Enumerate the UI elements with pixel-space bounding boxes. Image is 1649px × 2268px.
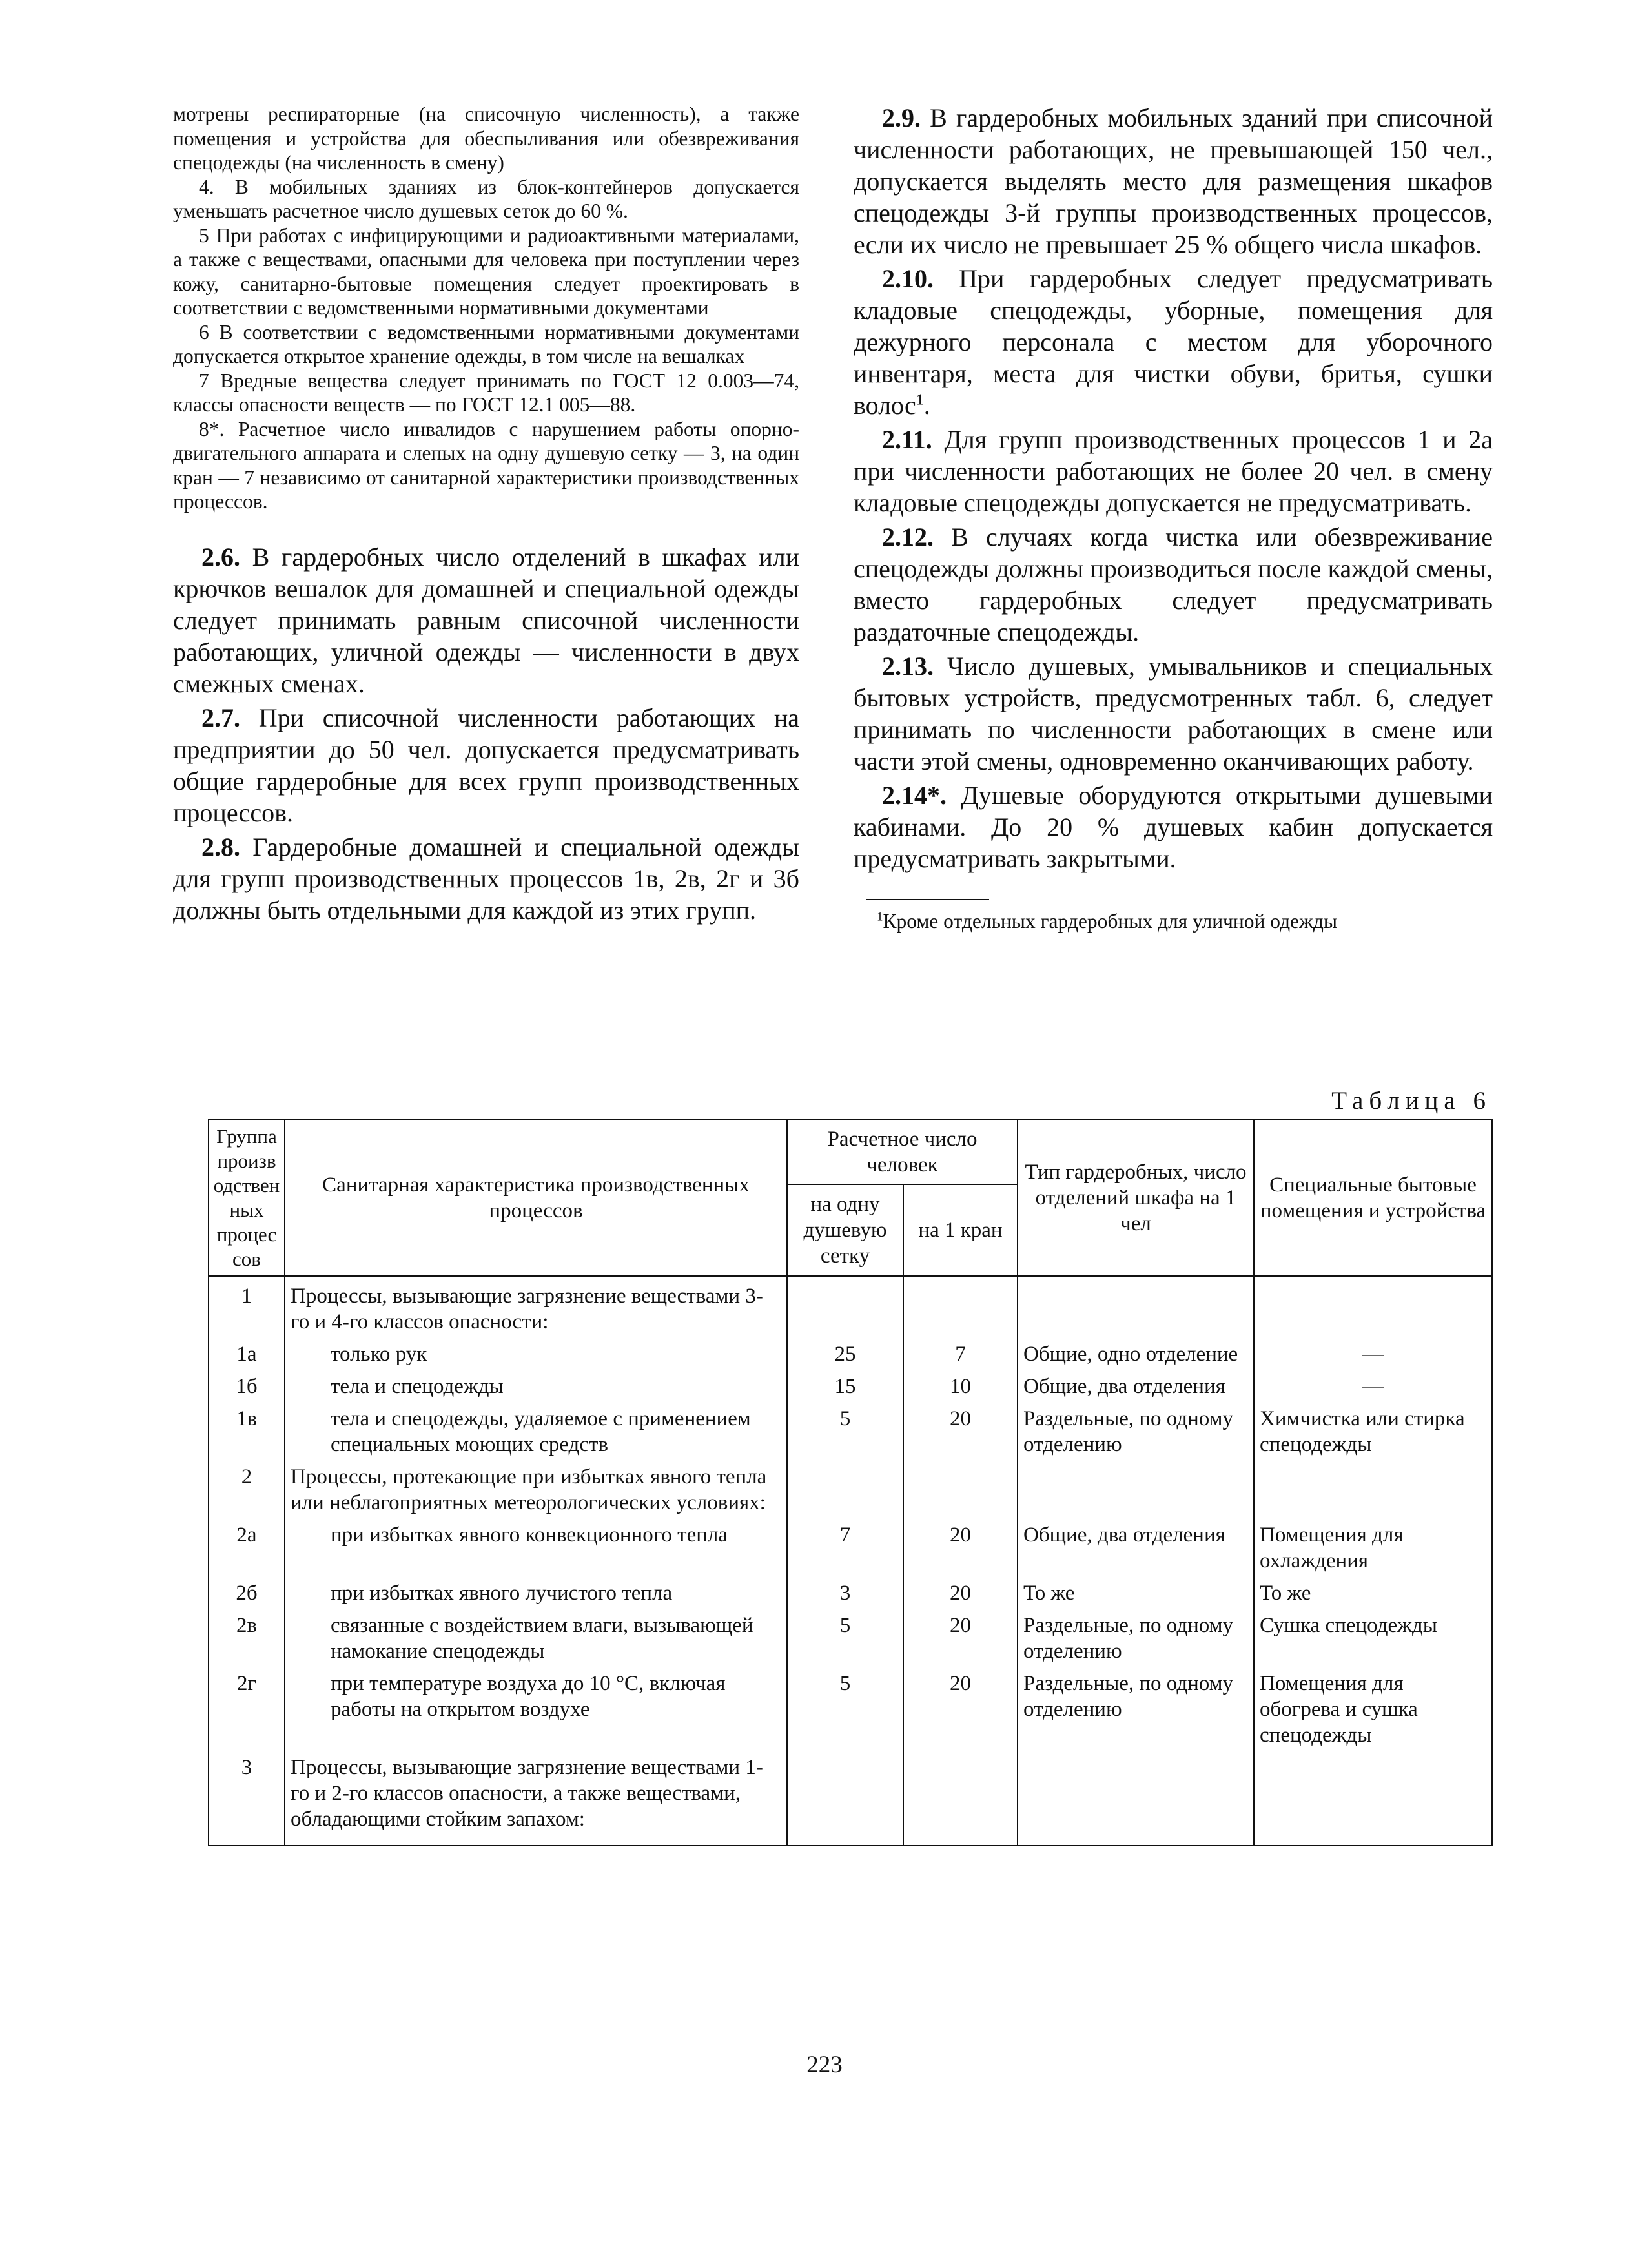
spacer — [173, 514, 799, 541]
cell-per-tap: 20 — [903, 1576, 1018, 1609]
cell-special: То же — [1254, 1576, 1492, 1609]
note-5: 5 При работах с инфицирующими и радиоактивными материалами, а также с веществами, опасными для человека при поступлении через кожу, санитарно-бытовые помещения следует проектировать в соответствии с ведомственными нормативными документами — [173, 223, 799, 319]
paragraph-text: Число душевых, умывальников и специальных бытовых устройств, предусмотренных табл. 6, следует принимать по численности работающих в смене или части этой смены, одновременно оканчивающих работу. — [854, 652, 1493, 776]
cell-group: 1 — [209, 1276, 285, 1337]
cell-wardrobe: Общие, одно отделение — [1018, 1337, 1254, 1370]
right-column — [854, 102, 1493, 934]
cell-per-tap — [903, 1460, 1018, 1518]
cell-description: при избытках явного конвекционного тепла — [285, 1518, 787, 1576]
cell-special — [1254, 1751, 1492, 1846]
paragraph-number: 2.6. — [201, 542, 240, 572]
paragraph-2-13 — [854, 650, 1493, 777]
cell-group: 1а — [209, 1337, 285, 1370]
cell-group: 3 — [209, 1751, 285, 1846]
cell-description: Процессы, протекающие при избытках явного тепла или неблагоприятных метеорологических условиях: — [285, 1460, 787, 1518]
paragraph-number: 2.7. — [201, 703, 240, 732]
cell-per-shower: 7 — [787, 1518, 903, 1576]
cell-description: связанные с воздействием влаги, вызывающей намокание спецодежды — [285, 1609, 787, 1667]
paragraph-text: В гардеробных число отделений в шкафах или крючков вешалок для домашней и специальной одежды следует принимать равным списочной численности работающих, уличной одежды — численности в двух смежных сменах. — [173, 542, 800, 698]
footnote-divider — [866, 899, 989, 900]
header-per-shower: на одну душевую сетку — [787, 1184, 903, 1276]
paragraph-number: 2.12. — [882, 522, 934, 552]
paragraph-number: 2.13. — [882, 652, 934, 681]
header-per-tap: на 1 кран — [903, 1184, 1018, 1276]
cell-special: Помещения для обогрева и сушка спецодежды — [1254, 1667, 1492, 1751]
paragraph-2-9 — [854, 102, 1493, 260]
cell-description: Процессы, вызывающие загрязнение веществами 1-го и 2-го классов опасности, а также веществами, обладающими стойким запахом: — [285, 1751, 787, 1846]
cell-special: Сушка спецодежды — [1254, 1609, 1492, 1667]
table-body — [209, 1276, 1492, 1846]
table-row — [209, 1667, 1492, 1751]
cell-group: 2б — [209, 1576, 285, 1609]
cell-group: 1в — [209, 1402, 285, 1460]
table-row — [209, 1576, 1492, 1609]
paragraph-number: 2.9. — [882, 103, 921, 132]
cell-per-tap: 20 — [903, 1609, 1018, 1667]
cell-group: 2 — [209, 1460, 285, 1518]
left-column — [173, 102, 799, 929]
cell-wardrobe: Раздельные, по одному отделению — [1018, 1609, 1254, 1667]
paragraph-2-11 — [854, 424, 1493, 519]
cell-per-tap: 20 — [903, 1518, 1018, 1576]
cell-special: Химчистка или стирка спецодежды — [1254, 1402, 1492, 1460]
cell-wardrobe: Общие, два отделения — [1018, 1370, 1254, 1402]
cell-per-shower — [787, 1460, 903, 1518]
note-7: 7 Вредные вещества следует принимать по ГОСТ 12 0.003—74, классы опасности веществ — по ГОСТ 12.1 005—88. — [173, 369, 799, 416]
note-6: 6 В соответствии с ведомственными нормативными документами допускается открытое хранение одежды, в том числе на вешалках — [173, 320, 799, 367]
cell-per-tap: 7 — [903, 1337, 1018, 1370]
cell-description: тела и спецодежды — [285, 1370, 787, 1402]
cell-per-shower — [787, 1751, 903, 1846]
page-number: 223 — [806, 2052, 843, 2078]
cell-description: при температуре воздуха до 10 °С, включая работы на открытом воздухе — [285, 1667, 787, 1751]
footnote-reference: 1 — [916, 391, 924, 409]
cell-group: 2г — [209, 1667, 285, 1751]
table-title: Таблица 6 — [1331, 1087, 1491, 1115]
cell-special — [1254, 1460, 1492, 1518]
cell-description: тела и спецодежды, удаляемое с применением специальных моющих средств — [285, 1402, 787, 1460]
paragraph-text: Для групп производственных процессов 1 и 2а при численности работающих не более 20 чел. в смену кладовые спецодежды допускается не предусматривать. — [854, 425, 1493, 517]
cell-per-shower: 3 — [787, 1576, 903, 1609]
cell-group: 1б — [209, 1370, 285, 1402]
cell-special: Помещения для охлаждения — [1254, 1518, 1492, 1576]
cell-special: — — [1254, 1337, 1492, 1370]
cell-wardrobe — [1018, 1460, 1254, 1518]
cell-wardrobe: Раздельные, по одному отделению — [1018, 1402, 1254, 1460]
note-8: 8*. Расчетное число инвалидов с нарушением работы опорно-двигательного аппарата и слепых на одну душевую сетку — 3, на один кран — 7 независимо от санитарной характеристики производственных процессов. — [173, 417, 799, 513]
cell-wardrobe: Раздельные, по одному отделению — [1018, 1667, 1254, 1751]
table-row — [209, 1370, 1492, 1402]
cell-special — [1254, 1276, 1492, 1337]
paragraph-number: 2.14*. — [882, 781, 947, 810]
paragraph-text: Душевые оборудуются открытыми душевыми кабинами. До 20 % душевых кабин допускается предусматривать закрытыми. — [854, 781, 1493, 873]
paragraph-text: В случаях когда чистка или обезвреживание спецодежды должны производиться после каждой смены, вместо гардеробных следует предусматривать раздаточные спецодежды. — [854, 522, 1493, 646]
paragraph-number: 2.8. — [201, 832, 240, 861]
cell-description: при избытках явного лучистого тепла — [285, 1576, 787, 1609]
paragraph-text: При гардеробных следует предусматривать кладовые спецодежды, уборные, помещения для дежурного персонала с местом для уборочного инвентаря, места для чистки обуви, бритья, сушки волос — [854, 264, 1493, 420]
paragraph-text: Гардеробные домашней и специальной одежды для групп производственных процессов 1в, 2в, 2г и 3б должны быть отдельными для каждой из этих групп. — [173, 832, 799, 925]
cell-per-shower: 5 — [787, 1609, 903, 1667]
paragraph-2-7 — [173, 702, 799, 829]
cell-per-shower: 5 — [787, 1402, 903, 1460]
table-row — [209, 1460, 1492, 1518]
cell-wardrobe — [1018, 1276, 1254, 1337]
header-wardrobe: Тип гардеробных, число отделений шкафа на 1 чел — [1018, 1120, 1254, 1276]
header-special: Специальные бытовые помещения и устройства — [1254, 1120, 1492, 1276]
header-calc: Расчетное число человек — [787, 1120, 1018, 1184]
cell-group: 2в — [209, 1609, 285, 1667]
cell-per-shower: 5 — [787, 1667, 903, 1751]
cell-description: только рук — [285, 1337, 787, 1370]
cell-wardrobe — [1018, 1751, 1254, 1846]
note-4: 4. В мобильных зданиях из блок-контейнеров допускается уменьшать расчетное число душевых сеток до 60 %. — [173, 175, 799, 222]
cell-per-shower: 25 — [787, 1337, 903, 1370]
footnote-text: Кроме отдельных гардеробных для уличной одежды — [883, 910, 1338, 933]
cell-per-tap: 20 — [903, 1402, 1018, 1460]
table-row — [209, 1337, 1492, 1370]
header-group: Группа производственных процессов — [209, 1120, 285, 1276]
table-row — [209, 1402, 1492, 1460]
paragraph-2-10 — [854, 263, 1493, 421]
paragraph-tail: . — [923, 391, 930, 420]
cell-per-shower — [787, 1276, 903, 1337]
paragraph-2-8 — [173, 831, 799, 926]
paragraph-number: 2.11. — [882, 425, 932, 454]
cell-wardrobe: То же — [1018, 1576, 1254, 1609]
table-row — [209, 1518, 1492, 1576]
table-row — [209, 1609, 1492, 1667]
cell-description: Процессы, вызывающие загрязнение веществами 3-го и 4-го классов опасности: — [285, 1276, 787, 1337]
table-row — [209, 1751, 1492, 1846]
paragraph-text: В гардеробных мобильных зданий при списочной численности работающих, не превышающей 150 чел., допускается выделять место для размещения шкафов спецодежды 3-й группы производственных процессов, если их число не превышает 25 % общего числа шкафов. — [854, 103, 1493, 259]
paragraph-number: 2.10. — [882, 264, 934, 293]
note-continuation: мотрены респираторные (на списочную численность), а также помещения и устройства для обеспыливания или обезвреживания спецодежды (на численность в смену) — [173, 103, 799, 174]
cell-per-tap — [903, 1276, 1018, 1337]
footnote — [854, 909, 1493, 934]
header-sanitary: Санитарная характеристика производственных процессов — [285, 1120, 787, 1276]
paragraph-2-12 — [854, 521, 1493, 648]
paragraph-2-6 — [173, 541, 799, 699]
paragraph-text: При списочной численности работающих на предприятии до 50 чел. допускается предусматривать общие гардеробные для всех групп производственных процессов. — [173, 703, 800, 827]
cell-special: — — [1254, 1370, 1492, 1402]
footnote-mark: 1 — [877, 910, 883, 924]
cell-per-tap: 20 — [903, 1667, 1018, 1751]
cell-per-tap: 10 — [903, 1370, 1018, 1402]
sanitary-table — [208, 1119, 1493, 1846]
cell-group: 2а — [209, 1518, 285, 1576]
cell-wardrobe: Общие, два отделения — [1018, 1518, 1254, 1576]
paragraph-2-14 — [854, 779, 1493, 874]
cell-per-shower: 15 — [787, 1370, 903, 1402]
table-row — [209, 1276, 1492, 1337]
cell-per-tap — [903, 1751, 1018, 1846]
